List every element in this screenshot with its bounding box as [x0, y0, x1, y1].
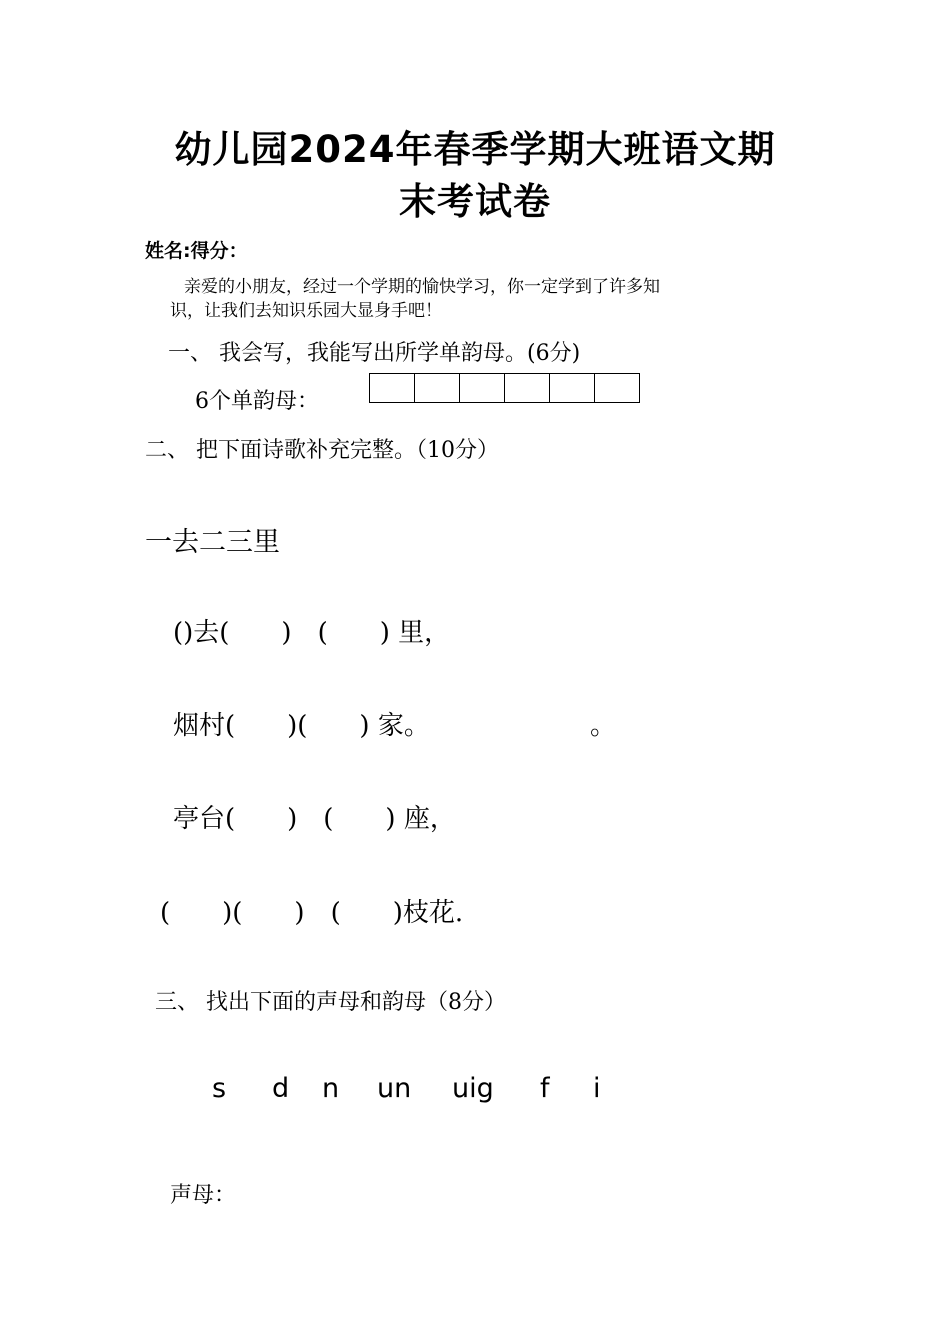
letter-item: i [593, 1073, 601, 1104]
poem-line-2: 烟村( )( ) 家。 [173, 711, 430, 741]
section2-heading: 二、 把下面诗歌补充完整。（10分） [145, 438, 499, 463]
poem-title: 一去二三里 [145, 527, 280, 558]
answer-box[interactable] [370, 374, 415, 402]
exam-title-line2: 末考试卷 [399, 180, 551, 223]
letter-list [212, 1073, 623, 1104]
letter-item: un [377, 1073, 412, 1104]
letter-item: d [272, 1073, 290, 1104]
letter-item: n [322, 1073, 340, 1104]
poem-line-3: 亭台( ) ( ) 座， [173, 804, 456, 834]
answer-box[interactable] [550, 374, 595, 402]
intro-line1: 亲爱的小朋友，经过一个学期的愉快学习，你一定学到了许多知 [184, 277, 660, 297]
answer-box[interactable] [505, 374, 550, 402]
letter-item: uig [452, 1073, 494, 1104]
exam-title-line1: 幼儿园2024年春季学期大班语文期 [174, 128, 776, 171]
section1-label: 6个单韵母： [195, 389, 319, 414]
intro-paragraph [170, 275, 804, 323]
answer-box[interactable] [415, 374, 460, 402]
shengmu-label: 声母： [170, 1183, 237, 1208]
intro-line2: 识，让我们去知识乐园大显身手吧！ [170, 301, 442, 321]
stray-period: 。 [590, 711, 617, 741]
answer-box[interactable] [595, 374, 639, 402]
answer-boxes [369, 373, 640, 403]
answer-box[interactable] [460, 374, 505, 402]
section3-heading: 三、 找出下面的声母和韵母（8分） [155, 990, 506, 1015]
section1-heading: 一、 我会写，我能写出所学单韵母。(6分) [168, 341, 581, 366]
poem-line-4: ( )( ) ( )枝花. [160, 898, 464, 928]
name-score-label: 姓名:得分： [145, 240, 248, 262]
letter-item: f [540, 1073, 550, 1104]
poem-line-1: ()去( ) ( ) 里， [173, 618, 451, 648]
letter-item: s [212, 1073, 227, 1104]
